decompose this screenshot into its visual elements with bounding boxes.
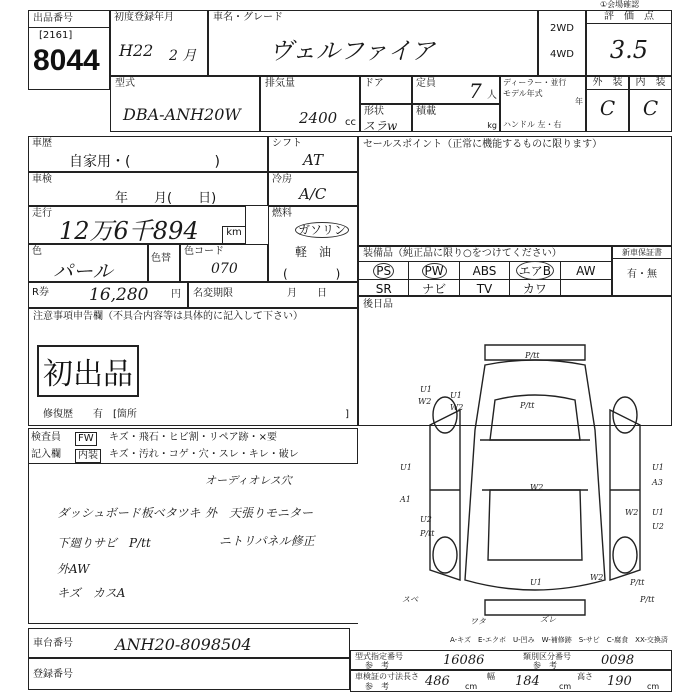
equip-pw: PW xyxy=(422,263,447,279)
note-line-7: キズ カスA xyxy=(57,586,126,600)
color-code-box xyxy=(180,244,268,282)
dims-note-label: 車検証の寸法 xyxy=(355,672,403,681)
color-label: 色 xyxy=(32,246,42,257)
diag-label-3: U1 xyxy=(420,385,432,394)
shift-box xyxy=(268,136,358,172)
diag-label-12: U1 xyxy=(652,463,664,472)
type-code-label: 型式指定番号 xyxy=(355,652,403,661)
capacity-box xyxy=(412,76,500,104)
equip-ps: PS xyxy=(373,263,394,279)
shaken-box xyxy=(28,172,268,206)
shape-value: スラw xyxy=(363,119,398,133)
type-code-ref: 参 考 xyxy=(365,661,389,670)
history-label: 車歴 xyxy=(32,138,52,149)
registration-label: 登録番号 xyxy=(33,669,73,680)
displacement-value: 2400 xyxy=(299,109,338,127)
aircon-label: 冷房 xyxy=(272,174,292,185)
car-diagram xyxy=(390,340,680,630)
equipment-title: 装備品（純正品に限り○をつけてください） xyxy=(359,247,611,262)
lot-label: 出品番号 xyxy=(29,11,109,28)
fw-label: FW xyxy=(75,432,97,446)
interior-label: 内 装 xyxy=(630,77,671,90)
name-change-box xyxy=(188,282,358,308)
lot-sub: [2161] xyxy=(39,30,73,41)
aircon-box xyxy=(268,172,358,206)
first-listing-stamp: 初出品 xyxy=(37,345,139,397)
handle-label: ハンドル 左・右 xyxy=(503,120,562,129)
fuel-diesel: 軽 油 xyxy=(295,245,332,259)
shaken-label: 車検 xyxy=(32,174,52,185)
aircon-value: A/C xyxy=(299,185,327,203)
diag-label-7: U1 xyxy=(400,463,412,472)
inspector-box xyxy=(28,428,358,464)
height-value: 190 xyxy=(607,674,632,689)
displacement-label: 排気量 xyxy=(265,78,295,89)
inspector-label: 検査員 xyxy=(31,432,61,443)
capacity-unit: 人 xyxy=(487,90,497,101)
equip-leather: カワ xyxy=(522,282,547,296)
dealer-label: ディーラー・並行 xyxy=(503,78,567,87)
shape-label: 形状 xyxy=(364,106,384,117)
diag-label-9: U2 xyxy=(420,515,432,524)
sales-point-box xyxy=(358,136,672,246)
model-year-label: モデル年式 xyxy=(503,89,543,98)
lot-number: 8044 xyxy=(33,44,100,77)
type-code-row xyxy=(350,650,672,670)
height-label: 高さ xyxy=(577,672,593,681)
diag-label-13: A3 xyxy=(652,478,663,487)
diag-label-17: P/tt xyxy=(640,595,655,604)
width-label: 幅 xyxy=(487,672,495,681)
first-reg-month: 2 月 xyxy=(169,48,197,64)
interior-box xyxy=(629,76,672,132)
diag-label-5: U1 xyxy=(450,391,462,400)
equip-tv: TV xyxy=(476,281,493,296)
fuel-label: 燃料 xyxy=(272,208,292,219)
name-change-label: 名変期限 xyxy=(193,288,233,299)
entry-label: 記入欄 xyxy=(31,449,61,460)
equip-sr: SR xyxy=(375,281,392,296)
fuel-box xyxy=(268,206,358,282)
warranty-value: 有・無 xyxy=(627,269,657,280)
car-name-value: ヴェルファイア xyxy=(269,37,435,65)
diag-label-8: A1 xyxy=(400,495,411,504)
diag-label-16: U2 xyxy=(652,522,664,531)
length-label: 長さ xyxy=(403,672,419,681)
class-code-ref: 参 考 xyxy=(533,661,557,670)
equip-abs: ABS xyxy=(472,263,497,278)
displacement-unit: cc xyxy=(345,117,356,128)
first-reg-box xyxy=(110,10,208,76)
class-code-label: 類別区分番号 xyxy=(523,652,571,661)
chassis-value: ANH20-8098504 xyxy=(115,635,252,654)
shift-label: シフト xyxy=(272,138,302,149)
exterior-box xyxy=(586,76,629,132)
fuel-gas: ガソリン xyxy=(295,222,349,238)
note-line-1: オーディオレス穴 xyxy=(205,474,292,487)
type-code-value: 16086 xyxy=(443,653,485,668)
equip-navi: ナビ xyxy=(422,282,447,296)
repair-end: ] xyxy=(345,409,349,420)
drive-box xyxy=(538,10,586,76)
exterior-label: 外 装 xyxy=(587,77,628,90)
color-value: パール xyxy=(53,259,113,283)
exterior-grade: C xyxy=(599,96,616,120)
first-reg-era: H22 xyxy=(119,41,154,60)
capacity-value: 7 xyxy=(469,79,482,103)
score-box xyxy=(586,10,672,76)
sales-point-title: セールスポイント（正常に機能するものに限ります） xyxy=(363,139,603,150)
recycle-box xyxy=(28,282,188,308)
diag-label-14: U1 xyxy=(652,508,664,517)
displacement-box xyxy=(260,76,360,132)
color-code-value: 070 xyxy=(211,261,238,277)
color-code-label: 色コード xyxy=(184,246,224,257)
door-box xyxy=(360,76,412,104)
mileage-unit: km xyxy=(226,227,242,238)
model-value: DBA-ANH20W xyxy=(123,105,241,124)
warranty-label: 新車保証書 xyxy=(613,247,671,259)
mileage-value: 12万6千894 xyxy=(59,217,199,245)
top-right-note: ①会場確認 xyxy=(600,0,640,9)
fuel-other: ( ) xyxy=(283,267,341,281)
interior-items: キズ・汚れ・コゲ・穴・スレ・キレ・破レ xyxy=(109,449,299,460)
shaken-value: 年 月( 日) xyxy=(115,191,217,206)
diag-label-19: ワタ xyxy=(470,617,486,626)
load-unit: kg xyxy=(487,121,497,130)
handwritten-notes xyxy=(28,464,358,624)
drive-2wd: 2WD xyxy=(550,23,574,34)
diag-label-20: U1 xyxy=(530,578,542,587)
note-line-6: 外AW xyxy=(57,562,90,576)
dims-ref: 参 考 xyxy=(365,682,389,691)
registration-box xyxy=(28,658,350,690)
name-change-value: 月 日 xyxy=(287,288,327,299)
car-outline-svg xyxy=(390,340,680,630)
model-box xyxy=(110,76,260,132)
capacity-label: 定員 xyxy=(416,78,436,89)
chassis-label: 車台番号 xyxy=(33,638,73,649)
note-line-4: 下廻りサビ P/tt xyxy=(57,536,151,550)
diag-label-21: ズレ xyxy=(540,615,556,624)
door-label: ドア xyxy=(364,78,384,89)
dealer-box xyxy=(500,76,586,132)
notes-box xyxy=(28,308,358,426)
history-value: 自家用・( ) xyxy=(69,154,220,170)
diag-label-4: W2 xyxy=(418,397,432,406)
later-label: 後日品 xyxy=(363,299,393,310)
equip-airbag: エアB xyxy=(516,261,554,280)
diag-label-10: P/tt xyxy=(420,529,435,538)
diag-label-15: W2 xyxy=(625,508,639,517)
history-box xyxy=(28,136,268,172)
car-name-label: 車名・グレード xyxy=(213,12,283,23)
dims-row xyxy=(350,670,672,692)
equipment-box xyxy=(358,246,612,296)
diag-label-23: P/tt xyxy=(630,578,645,587)
first-reg-label: 初度登録年月 xyxy=(114,12,174,23)
model-label: 型式 xyxy=(115,78,135,89)
mileage-box xyxy=(28,206,246,244)
recycle-label: R券 xyxy=(32,287,49,298)
repair-label: 修復歴 有 [箇所 xyxy=(43,409,137,420)
diag-label-2: P/tt xyxy=(520,401,535,410)
diag-label-11: W2 xyxy=(530,483,544,492)
warranty-box xyxy=(612,246,672,296)
model-year-unit: 年 xyxy=(575,97,583,106)
diag-label-6: W2 xyxy=(450,403,464,412)
score-value: 3.5 xyxy=(609,36,649,64)
note-line-2: ダッシュボード板ベタツキ xyxy=(57,506,201,520)
drive-4wd: 4WD xyxy=(550,49,574,60)
length-unit: cm xyxy=(465,682,478,691)
fw-items: キズ・飛石・ヒビ割・リペア跡・×要 xyxy=(109,432,277,443)
recycle-value: 16,280 xyxy=(89,285,149,305)
note-line-3: 外 天張りモニター xyxy=(205,506,314,520)
interior-grade: C xyxy=(642,96,659,120)
mileage-unit-box xyxy=(222,226,246,244)
width-unit: cm xyxy=(559,682,572,691)
height-unit: cm xyxy=(647,682,660,691)
note-line-5: ニトリパネル修正 xyxy=(219,534,315,548)
interior-entry-label: 内装 xyxy=(75,449,101,463)
diag-label-18: スベ xyxy=(402,595,418,604)
load-box xyxy=(412,104,500,132)
shift-value: AT xyxy=(303,151,324,169)
diag-label-22: W2 xyxy=(590,573,604,582)
lot-box xyxy=(28,10,110,90)
notes-title: 注意事項申告欄（不具合内容等は具体的に記入して下さい） xyxy=(33,311,303,322)
color-change-box xyxy=(148,244,180,282)
width-value: 184 xyxy=(515,674,540,689)
damage-legend: A-キズ E-エクボ U-凹み W-補修跡 S-サビ C-腐食 XX-交換済 xyxy=(450,636,668,644)
equip-aw: AW xyxy=(576,263,596,278)
car-name-box xyxy=(208,10,538,76)
color-box xyxy=(28,244,148,282)
recycle-unit: 円 xyxy=(171,289,181,300)
shape-box xyxy=(360,104,412,132)
score-label: 評 価 点 xyxy=(587,11,671,24)
length-value: 486 xyxy=(425,674,450,689)
color-change-label: 色替 xyxy=(151,253,171,264)
chassis-box xyxy=(28,628,350,658)
load-label: 積載 xyxy=(416,106,436,117)
mileage-label: 走行 xyxy=(32,208,52,219)
diag-label-1: P/tt xyxy=(525,351,540,360)
class-code-value: 0098 xyxy=(601,653,635,668)
